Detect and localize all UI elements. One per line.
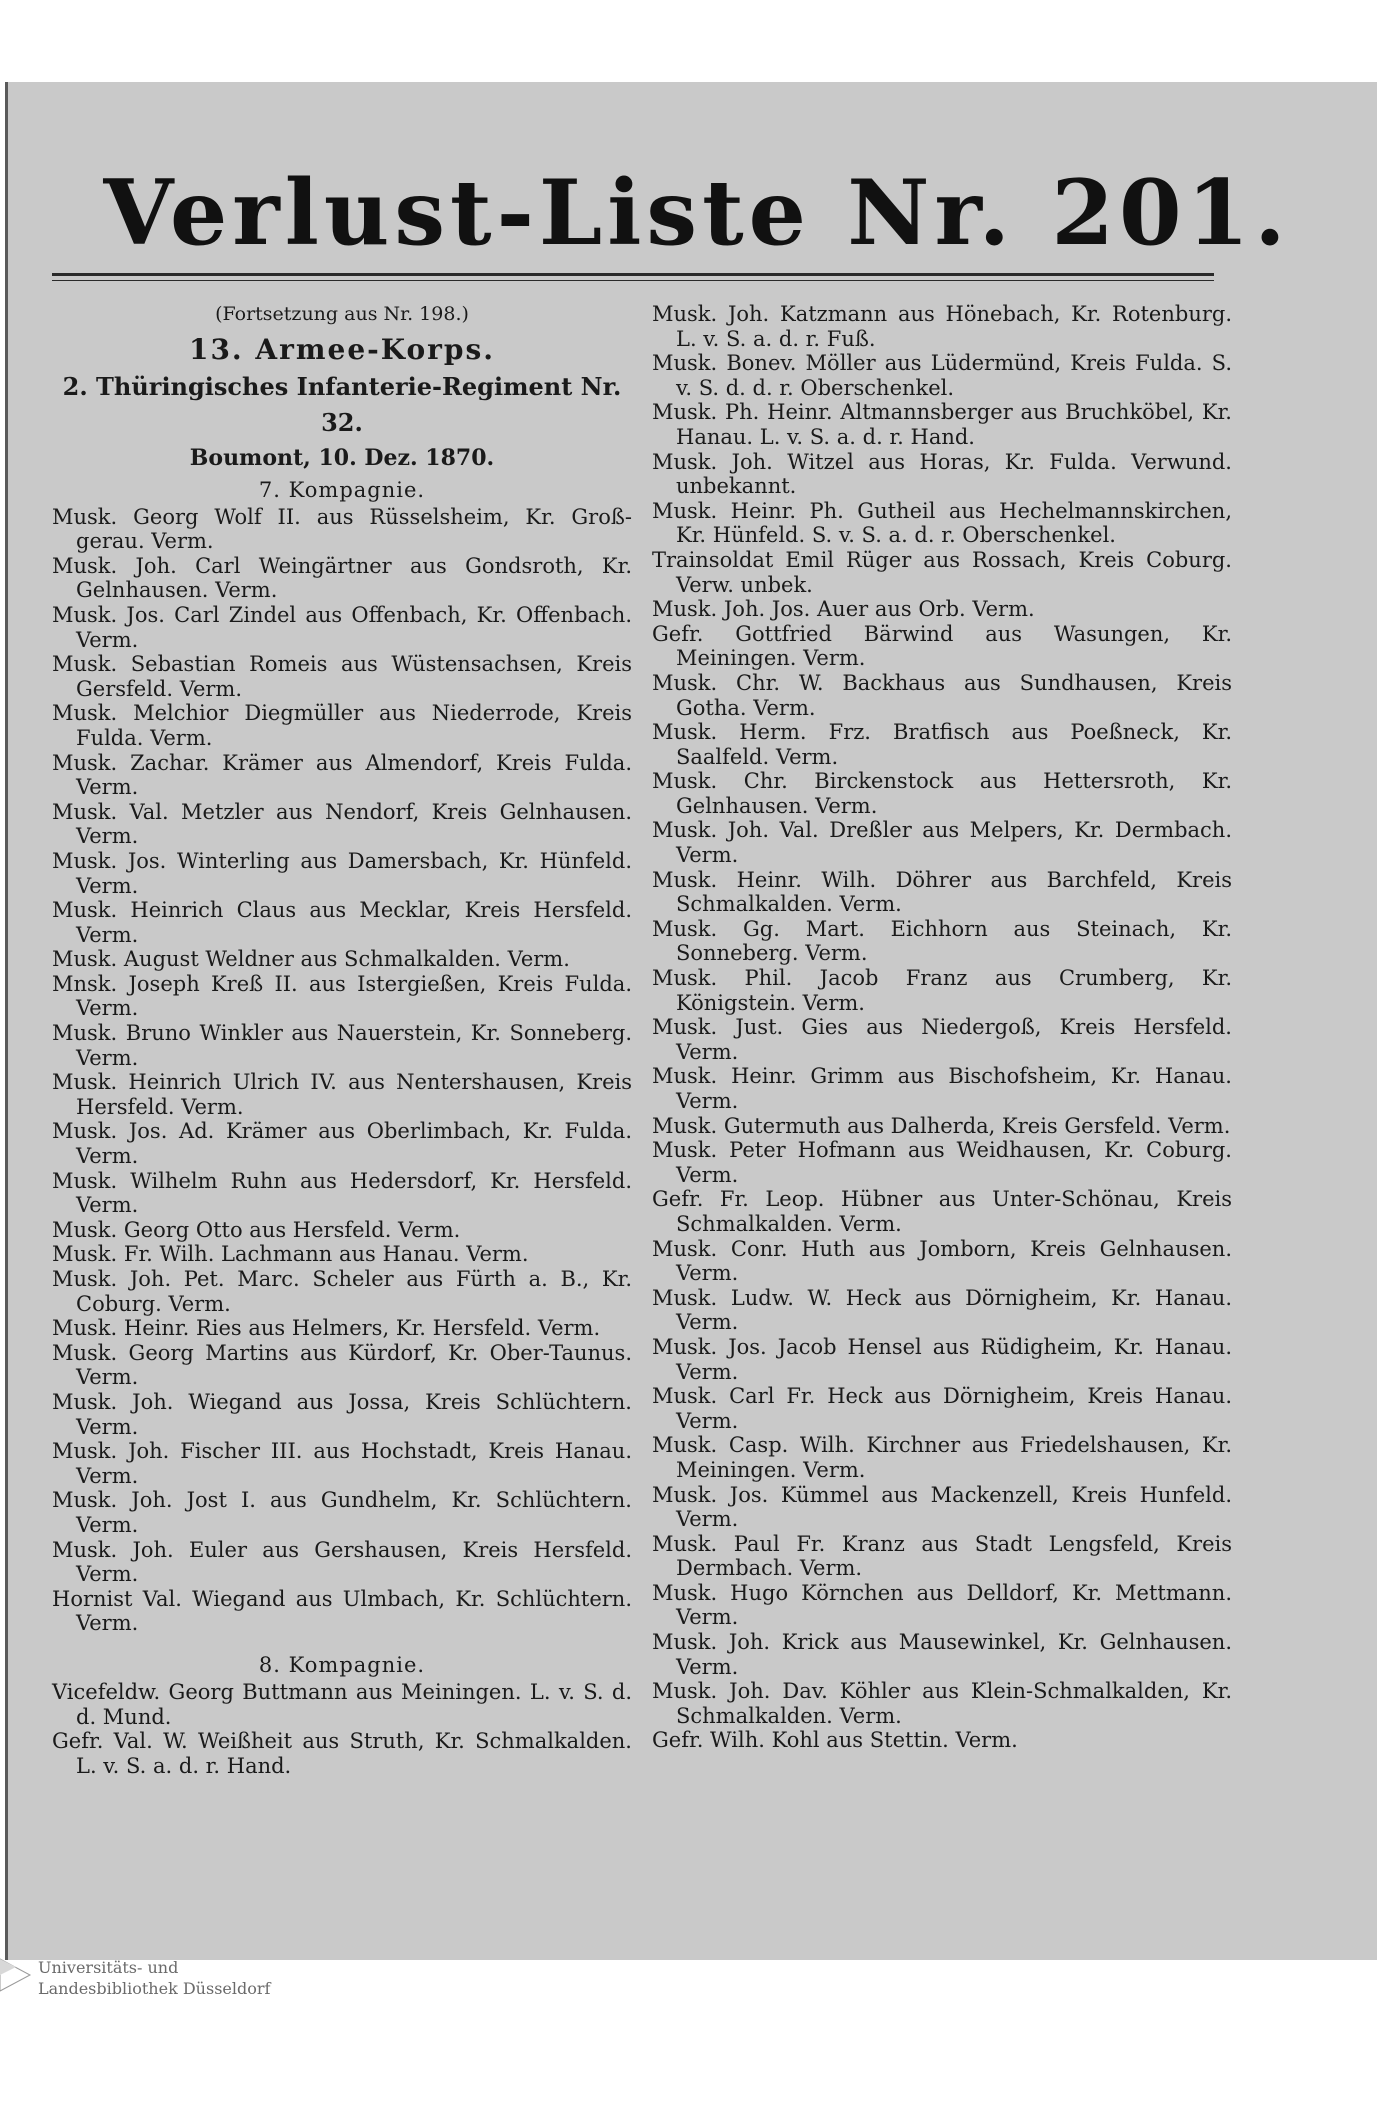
library-credit-line-1: Universitäts- und (38, 1958, 179, 1977)
company-8-list (52, 1680, 632, 1778)
casualty-entry: Musk. Heinrich Claus aus Mecklar, Kreis Hersfeld. Verm. (52, 898, 632, 947)
casualty-entry: Musk. Wilhelm Ruhn aus Hedersdorf, Kr. Hersfeld. Verm. (52, 1168, 632, 1218)
casualty-entry: Musk. Jos. Winterling aus Damersbach, Kr. Hünfeld. Verm. (52, 848, 632, 898)
casualty-entry: Musk. Ph. Heinr. Altmannsberger aus Bruchköbel, Kr. Hanau. L. v. S. a. d. r. Hand. (652, 400, 1232, 449)
right-column (652, 302, 1232, 1753)
casualty-entry: Musk. Heinr. Ries aus Helmers, Kr. Hersfeld. Verm. (52, 1316, 601, 1341)
library-credit-line-2: Landesbibliothek Düsseldorf (38, 1979, 271, 1998)
casualty-entry: Musk. Chr. W. Backhaus aus Sundhausen, Kreis Gotha. Verm. (652, 670, 1232, 720)
casualty-entry: Gefr. Gottfried Bärwind aus Wasungen, Kr. Meiningen. Verm. (652, 621, 1232, 671)
casualty-entry: Musk. Herm. Frz. Bratfisch aus Poeßneck, Kr. Saalfeld. Verm. (652, 720, 1232, 769)
casualty-entry: Musk. Heinr. Grimm aus Bischofsheim, Kr. Hanau. Verm. (652, 1064, 1232, 1113)
library-credit (38, 1957, 270, 1999)
casualty-entry: Musk. Georg Martins aus Kürdorf, Kr. Ober-Taunus. Verm. (52, 1340, 632, 1390)
casualty-entry: Gefr. Wilh. Kohl aus Stettin. Verm. (652, 1728, 1018, 1753)
casualty-entry: Musk. Joh. Jos. Auer aus Orb. Verm. (652, 597, 1035, 622)
casualty-entry: Musk. Hugo Körnchen aus Delldorf, Kr. Mettmann. Verm. (652, 1580, 1232, 1630)
company-7-list (52, 505, 632, 1636)
casualty-entry: Gefr. Fr. Leop. Hübner aus Unter-Schönau, Kreis Schmalkalden. Verm. (652, 1187, 1232, 1236)
casualty-entry: Musk. Heinr. Wilh. Döhrer aus Barchfeld, Kreis Schmalkalden. Verm. (652, 867, 1232, 917)
casualty-entry: Musk. Jos. Jacob Hensel aus Rüdigheim, Kr. Hanau. Verm. (652, 1334, 1232, 1384)
casualty-entry: Musk. Conr. Huth aus Jomborn, Kreis Gelnhausen. Verm. (652, 1236, 1232, 1286)
casualty-entry: Musk. Gutermuth aus Dalherda, Kreis Gersfeld. Verm. (652, 1113, 1231, 1138)
casualty-entry: Musk. Joh. Katzmann aus Hönebach, Kr. Rotenburg. L. v. S. a. d. r. Fuß. (652, 302, 1232, 351)
casualty-entry: Vicefeldw. Georg Buttmann aus Meiningen. L. v. S. d. d. Mund. (52, 1679, 632, 1729)
right-list (652, 302, 1232, 1753)
casualty-entry: Gefr. Val. W. Weißheit aus Struth, Kr. Schmalkalden. L. v. S. a. d. r. Hand. (52, 1729, 632, 1778)
casualty-entry: Musk. Joh. Carl Weingärtner aus Gondsroth, Kr. Gelnhausen. Verm. (52, 553, 632, 603)
casualty-entry: Musk. Joh. Pet. Marc. Scheler aus Fürth a. B., Kr. Coburg. Verm. (52, 1267, 632, 1316)
casualty-entry: Trainsoldat Emil Rüger aus Rossach, Kreis Coburg. Verw. unbek. (652, 547, 1232, 597)
casualty-entry: Musk. Joh. Krick aus Mausewinkel, Kr. Gelnhausen. Verm. (652, 1630, 1232, 1679)
casualty-entry: Musk. Joh. Jost I. aus Gundhelm, Kr. Schlüchtern. Verm. (52, 1488, 632, 1537)
library-logo-icon (0, 1955, 34, 1995)
casualty-entry: Musk. Zachar. Krämer aus Almendorf, Kreis Fulda. Verm. (52, 750, 632, 800)
page-title: Verlust-Liste Nr. 201. (103, 160, 1291, 266)
casualty-entry: Musk. Heinrich Ulrich IV. aus Nentershausen, Kreis Hersfeld. Verm. (52, 1070, 632, 1119)
casualty-entry: Musk. Joh. Fischer III. aus Hochstadt, Kreis Hanau. Verm. (52, 1439, 632, 1488)
casualty-entry: Mnsk. Joseph Kreß II. aus Istergießen, Kreis Fulda. Verm. (52, 971, 632, 1021)
casualty-entry: Musk. Joh. Witzel aus Horas, Kr. Fulda. Verwund. unbekannt. (652, 449, 1232, 499)
casualty-entry: Musk. August Weldner aus Schmalkalden. Verm. (52, 947, 570, 972)
casualty-entry: Musk. Jos. Ad. Krämer aus Oberlimbach, Kr. Fulda. Verm. (52, 1119, 632, 1169)
casualty-entry: Hornist Val. Wiegand aus Ulmbach, Kr. Schlüchtern. Verm. (52, 1586, 632, 1636)
casualty-entry: Musk. Sebastian Romeis aus Wüstensachsen, Kreis Gersfeld. Verm. (52, 652, 632, 701)
casualty-entry: Musk. Georg Otto aus Hersfeld. Verm. (52, 1217, 461, 1242)
title-rule-thin (52, 280, 1214, 281)
regiment-heading: 2. Thüringisches Infanterie-Regiment Nr. 32. (62, 371, 622, 437)
casualty-entry: Musk. Casp. Wilh. Kirchner aus Friedelshausen, Kr. Meiningen. Verm. (652, 1433, 1232, 1482)
casualty-entry: Musk. Fr. Wilh. Lachmann aus Hanau. Verm. (52, 1242, 529, 1267)
casualty-entry: Musk. Joh. Dav. Köhler aus Klein-Schmalkalden, Kr. Schmalkalden. Verm. (652, 1679, 1232, 1728)
title-rule-thick (52, 273, 1214, 276)
casualty-entry: Musk. Joh. Wiegand aus Jossa, Kreis Schlüchtern. Verm. (52, 1389, 632, 1439)
casualty-entry: Musk. Georg Wolf II. aus Rüsselsheim, Kr. Groß-gerau. Verm. (52, 504, 632, 554)
casualty-entry: Musk. Ludw. W. Heck aus Dörnigheim, Kr. Hanau. Verm. (652, 1285, 1232, 1335)
casualty-entry: Musk. Heinr. Ph. Gutheil aus Hechelmannskirchen, Kr. Hünfeld. S. v. S. a. d. r. Oberschenkel. (652, 498, 1232, 548)
casualty-entry: Musk. Paul Fr. Kranz aus Stadt Lengsfeld, Kreis Dermbach. Verm. (652, 1531, 1232, 1581)
casualty-entry: Musk. Chr. Birckenstock aus Hettersroth, Kr. Gelnhausen. Verm. (652, 769, 1232, 818)
casualty-entry: Musk. Peter Hofmann aus Weidhausen, Kr. Coburg. Verm. (652, 1138, 1232, 1187)
company-7-heading: 7. Kompagnie. (258, 477, 426, 502)
casualty-entry: Musk. Jos. Carl Zindel aus Offenbach, Kr. Offenbach. Verm. (52, 602, 632, 652)
company-8-heading: 8. Kompagnie. (258, 1652, 426, 1677)
casualty-entry: Musk. Melchior Diegmüller aus Niederrode, Kreis Fulda. Verm. (52, 701, 632, 750)
casualty-entry: Musk. Jos. Kümmel aus Mackenzell, Kreis Hunfeld. Verm. (652, 1482, 1232, 1532)
continuation-note: (Fortsetzung aus Nr. 198.) (215, 303, 469, 325)
casualty-entry: Musk. Joh. Euler aus Gershausen, Kreis Hersfeld. Verm. (52, 1537, 632, 1587)
korps-heading: 13. Armee-Korps. (188, 332, 496, 366)
casualty-entry: Musk. Carl Fr. Heck aus Dörnigheim, Kreis Hanau. Verm. (652, 1384, 1232, 1433)
casualty-entry: Musk. Val. Metzler aus Nendorf, Kreis Gelnhausen. Verm. (52, 799, 632, 849)
casualty-entry: Musk. Just. Gies aus Niedergoß, Kreis Hersfeld. Verm. (652, 1015, 1232, 1064)
casualty-entry: Musk. Joh. Val. Dreßler aus Melpers, Kr. Dermbach. Verm. (652, 818, 1232, 868)
casualty-entry: Musk. Bonev. Möller aus Lüdermünd, Kreis Fulda. S. v. S. d. d. r. Oberschenkel. (652, 351, 1232, 400)
casualty-entry: Musk. Gg. Mart. Eichhorn aus Steinach, Kr. Sonneberg. Verm. (652, 916, 1232, 966)
battle-heading: Boumont, 10. Dez. 1870. (189, 444, 495, 471)
casualty-entry: Musk. Phil. Jacob Franz aus Crumberg, Kr. Königstein. Verm. (652, 966, 1232, 1015)
casualty-entry: Musk. Bruno Winkler aus Nauerstein, Kr. Sonneberg. Verm. (52, 1021, 632, 1070)
left-column (52, 302, 632, 1778)
